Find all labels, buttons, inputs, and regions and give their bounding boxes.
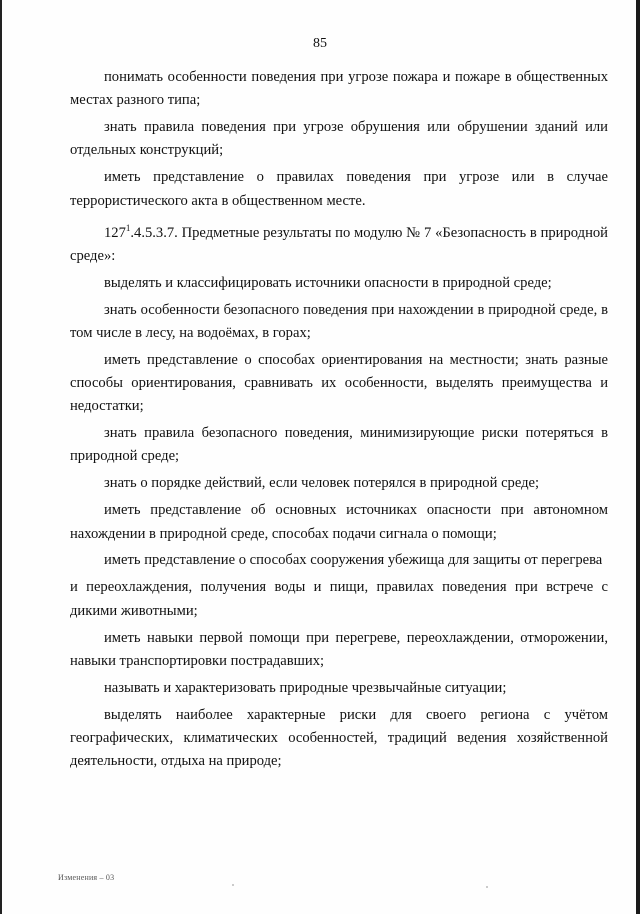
- scan-speck: [232, 884, 234, 886]
- section-number: 127: [104, 224, 126, 241]
- paragraph: знать о порядке действий, если человек потерялся в природной среде;: [104, 475, 540, 492]
- section-heading-paragraph: [70, 217, 608, 268]
- paragraph: выделять наиболее характерные риски для своего региона с учётом географических, климатических особенностей, традиций ведения хозяйственной деятельности, отдыха на природе;: [70, 706, 608, 770]
- paragraph: знать правила безопасного поведения, минимизирующие риски потеряться в природной среде;: [70, 425, 608, 465]
- paragraph: знать особенности безопасного поведения при нахождении в природной среде, в том числе в лесу, на водоёмах, в горах;: [70, 301, 608, 341]
- paragraph: иметь представление о способах сооружения убежища для защиты от перегрева: [104, 552, 603, 569]
- scan-edge-right: [636, 0, 640, 914]
- paragraph: выделять и классифицировать источники опасности в природной среде;: [104, 274, 552, 291]
- paragraph: знать правила поведения при угрозе обрушения или обрушении зданий или отдельных конструкций;: [70, 119, 608, 159]
- paragraph: иметь представление об основных источниках опасности при автономном нахождении в природной среде, способах подачи сигнала о помощи;: [70, 502, 608, 542]
- paragraph: иметь представление о способах ориентирования на местности; знать разные способы ориентирования, сравнивать их особенности, выделять преимущества и недостатки;: [70, 351, 608, 415]
- section-heading-text: Предметные результаты по модулю № 7 «Безопасность в природной среде»:: [70, 224, 608, 264]
- section-number-superscript: 1: [125, 222, 131, 233]
- footer-note: Изменения – 03: [58, 873, 115, 882]
- paragraph: иметь навыки первой помощи при перегреве, переохлаждении, отморожении, навыки транспортировки пострадавших;: [70, 629, 608, 669]
- paragraph-continuation: и переохлаждения, получения воды и пищи, правилах поведения при встрече с дикими животными;: [70, 579, 608, 619]
- page-number: 85: [313, 36, 327, 51]
- document-body: [70, 66, 608, 777]
- section-number-rest: .4.5.3.7.: [130, 224, 178, 241]
- paragraph: понимать особенности поведения при угрозе пожара и пожаре в общественных местах разного типа;: [70, 69, 608, 109]
- scan-edge-left: [0, 0, 2, 914]
- paragraph: иметь представление о правилах поведения при угрозе или в случае террористического акта в общественном месте.: [70, 169, 608, 209]
- paragraph: называть и характеризовать природные чрезвычайные ситуации;: [104, 679, 507, 696]
- scan-speck: [486, 886, 488, 888]
